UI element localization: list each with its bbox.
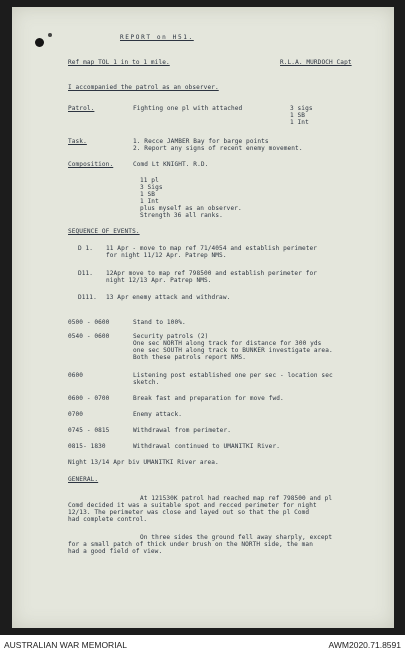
composition-item-6: Strength 36 all ranks. (140, 212, 223, 219)
timeline-line-5: Enemy attack. (133, 411, 182, 418)
general-para1-line2: Comd decided it was a suitable spot and recced perimeter for night (68, 502, 317, 509)
day-label-1: D 1. (78, 245, 94, 252)
intro-line: I accompanied the patrol as an observer. (68, 84, 219, 91)
timeline-line-2c: one sec SOUTH along track to BUNKER investigate area. (133, 347, 333, 354)
day-text-3: 13 Apr enemy attack and withdraw. (106, 294, 231, 301)
task-label: Task. (68, 138, 87, 145)
archive-footer (0, 637, 405, 653)
timeline-time-5: 0700 (68, 411, 84, 418)
general-para2-line3: had a good field of view. (68, 548, 163, 555)
timeline-time-7: 0815- 1830 (68, 443, 106, 450)
day-text-2: 12Apr move to map ref 798500 and establish perimeter for (106, 270, 318, 277)
timeline-line-2a: Security patrols (2) (133, 333, 209, 340)
punch-hole (35, 38, 44, 47)
document-page (12, 7, 394, 628)
general-para2-line2: for a small patch of thick under brush on the NORTH side, the man (68, 541, 313, 548)
timeline-time-2: 0540 - 0600 (68, 333, 110, 340)
general-para1-line3: 12/13. The perimeter was close and layed out so that the pl Comd (68, 509, 310, 516)
footer-catalog-number: AWM2020.71.8591 (328, 640, 401, 650)
timeline-line-2d: Both these patrols report NMS. (133, 354, 247, 361)
patrol-label: Patrol. (68, 105, 95, 112)
night-line: Night 13/14 Apr biv UMANITKI River area. (68, 459, 219, 466)
composition-head: Comd Lt KNIGHT. R.D. (133, 161, 209, 168)
day-text-1: 11 Apr - move to map ref 71/4054 and establish perimeter (106, 245, 318, 252)
patrol-text: Fighting one pl with attached (133, 105, 243, 112)
general-para1-line1: At 121530K patrol had reached map ref 798500 and pl (140, 495, 333, 502)
timeline-line-3a: Listening post established one per sec - location sec (133, 372, 333, 379)
composition-item-4: 1 Int (140, 198, 159, 205)
author-line: R.L.A. MURDOCH Capt (280, 59, 352, 66)
punch-hole-small (48, 33, 52, 37)
sequence-heading: SEQUENCE OF EVENTS. (68, 228, 140, 235)
task-item-2: 2. Report any signs of recent enemy movement. (133, 145, 303, 152)
composition-item-1: 11 pl (140, 177, 159, 184)
timeline-line-4: Break fast and preparation for move fwd. (133, 395, 284, 402)
timeline-time-3: 0600 (68, 372, 84, 379)
timeline-time-6: 0745 - 0815 (68, 427, 110, 434)
day-text-2b: night 12/13 Apr. Patrep NMS. (106, 277, 212, 284)
composition-label: Composition. (68, 161, 114, 168)
patrol-attached-3: 1 Int (290, 119, 309, 126)
general-para2-line1: On three sides the ground fell away sharply, except (140, 534, 333, 541)
timeline-line-1: Stand to 100%. (133, 319, 186, 326)
composition-item-2: 3 Sigs (140, 184, 163, 191)
day-text-1b: for night 11/12 Apr. Patrep NMS. (106, 252, 227, 259)
report-title: REPORT on H51. (120, 34, 194, 41)
task-item-1: 1. Recce JAMBER Bay for barge points (133, 138, 269, 145)
timeline-line-3b: sketch. (133, 379, 160, 386)
timeline-line-7: Withdrawal continued to UMANITKI River. (133, 443, 280, 450)
timeline-line-6: Withdrawal from perimeter. (133, 427, 231, 434)
day-label-2: D11. (78, 270, 94, 277)
composition-item-5: plus myself as an observer. (140, 205, 242, 212)
patrol-attached-2: 1 SB (290, 112, 306, 119)
timeline-line-2b: One sec NORTH along track for distance for 300 yds (133, 340, 322, 347)
ref-map-line: Ref map TOL 1 in to 1 mile. (68, 59, 170, 66)
timeline-time-1: 0500 - 0600 (68, 319, 110, 326)
composition-item-3: 1 SB (140, 191, 156, 198)
day-label-3: D111. (78, 294, 97, 301)
timeline-time-4: 0600 - 0700 (68, 395, 110, 402)
general-label: GENERAL. (68, 476, 99, 483)
general-para1-line4: had complete control. (68, 516, 148, 523)
patrol-attached-1: 3 sigs (290, 105, 313, 112)
footer-institution: AUSTRALIAN WAR MEMORIAL (4, 640, 127, 650)
